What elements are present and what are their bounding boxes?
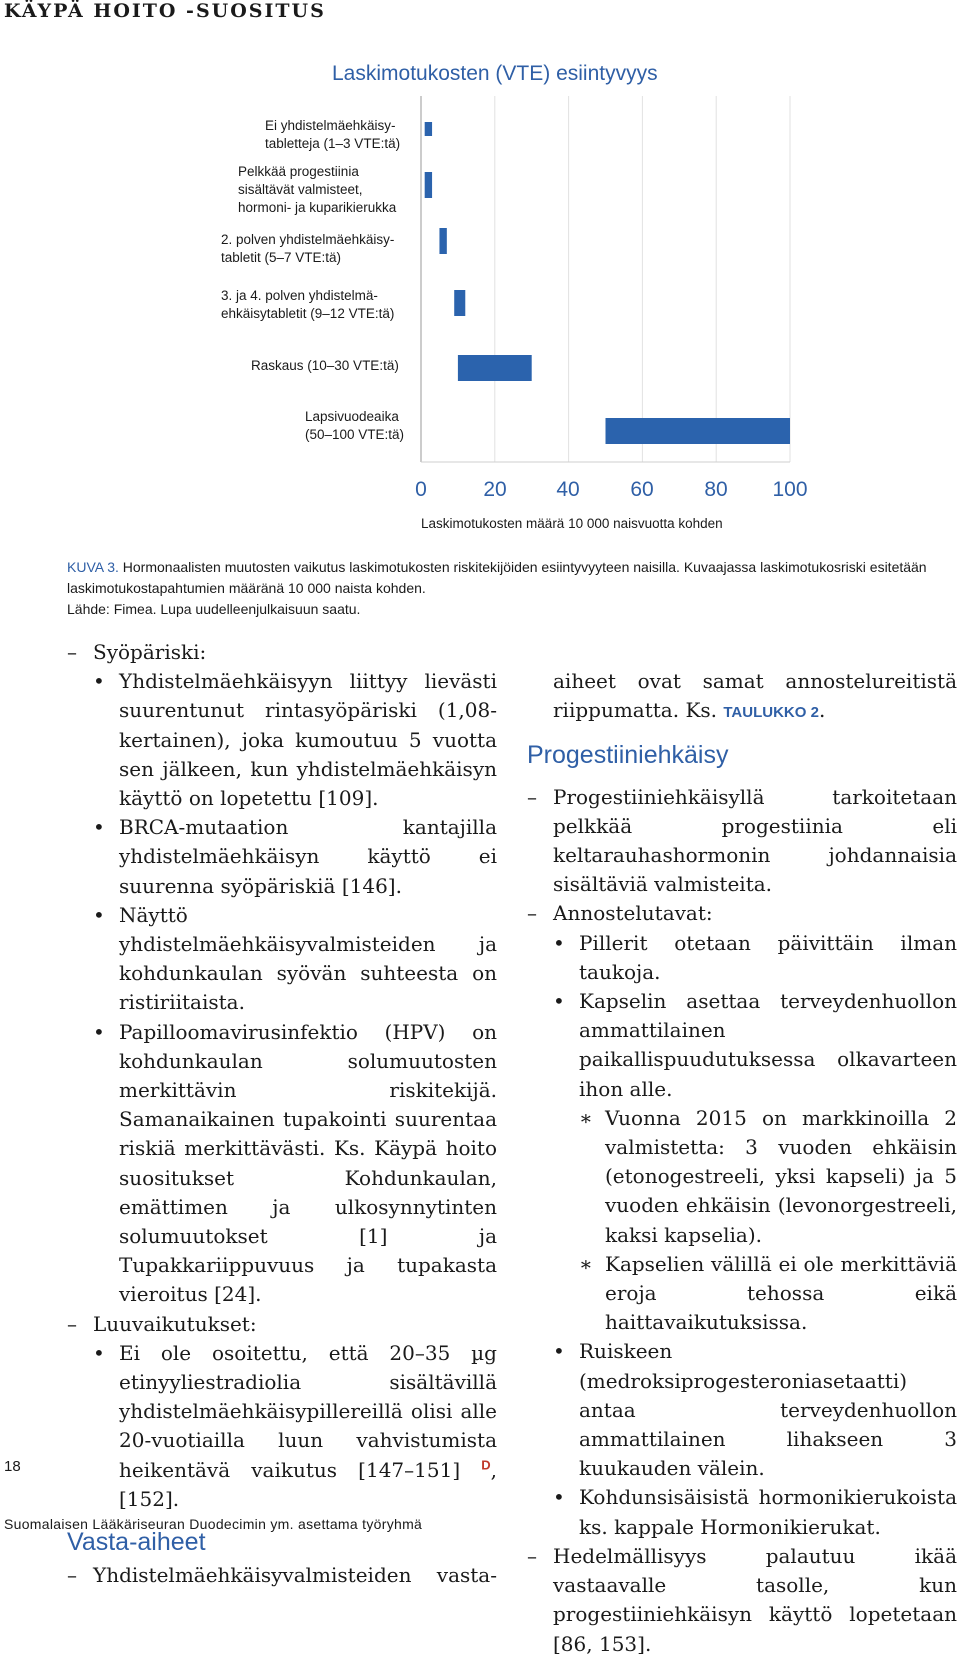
list-text: Progestiiniehkäisyllä tarkoitetaan pelkkää progestiinia eli keltarauhashormonin johdannaisia sisältäviä valmisteita. [553,784,957,897]
chart-plot [0,0,960,560]
asterisk-marker: ∗ [579,1251,593,1276]
list-item [67,1561,497,1590]
right-column [527,667,957,1659]
list-item [67,901,497,1018]
list-text: Ruiskeen (medroksiprogesteroniasetaatti) antaa terveydenhuollon ammattilainen lihakseen 3 kuukauden välein. [579,1339,957,1481]
list-item [527,1337,957,1483]
x-axis-label: Laskimotukosten määrä 10 000 naisvuotta kohden [421,516,723,531]
evidence-level-badge[interactable]: D [481,1457,491,1473]
dash-marker: – [527,901,537,926]
range-bar [606,418,791,444]
range-bar [425,172,432,198]
x-tick-label: 100 [772,478,808,501]
bullet-marker: • [93,669,105,694]
section-heading-progestiini: Progestiiniehkäisy [527,741,729,770]
list-text: , [152]. [119,1457,497,1511]
x-tick-label: 80 [704,478,728,501]
dash-marker: – [527,1543,537,1568]
range-bar [425,122,432,136]
figure-caption [67,557,957,620]
x-tick-label: 60 [630,478,654,501]
list-item [527,899,957,928]
category-label: Lapsivuodeaika (50–100 VTE:tä) [305,409,405,442]
list-text: Vuonna 2015 on markkinoilla 2 valmistetta: 3 vuoden ehkäisin (etonogestreeli, yksi kapseli) ja 5 vuoden ehkäisin (levonorgestreeli, kaksi kapselia). [605,1105,957,1247]
caption-text: Hormonaalisten muutosten vaikutus laskimotukosten riskitekijöiden esiintyvyyteen naisilla. Kuvaajassa laskimotukosriski esitetään laskimotukostapahtumien määränä 10 000 naista kohden. [67,559,927,596]
category-label: 2. polven yhdistelmäehkäisy- tabletit (5–7 VTE:tä) [221,232,395,265]
dash-marker: – [67,1311,77,1336]
x-tick-label: 0 [415,478,427,501]
list-item [527,1542,957,1659]
list-item [527,783,957,900]
list-item [67,638,497,667]
bullet-marker: • [93,815,105,840]
table-link[interactable]: TAULUKKO 2 [723,704,819,722]
list-text: Hedelmällisyys palautuu ikää vastaavalle tasolle, kun progestiiniehkäisyn käyttö lopetetaan [86, 153]. [553,1543,957,1656]
x-tick-label: 40 [556,478,580,501]
range-bar [458,355,532,381]
asterisk-marker: ∗ [579,1105,593,1130]
list-text: Näyttö yhdistelmäehkäisyvalmisteiden ja kohdunkaulan syövän suhteesta on ristiriitaista. [119,902,497,1015]
list-item [67,1339,497,1514]
list-text: BRCA-mutaation kantajilla yhdistelmäehkäisyn käyttö ei suurenna syöpäriskiä [146]. [119,815,497,898]
page-footer: Suomalaisen Lääkäriseuran Duodecimin ym. asettama työryhmä [4,1516,423,1532]
list-item [67,1018,497,1310]
list-text: . [818,698,826,723]
continuation-text [527,667,957,727]
category-label: Raskaus (10–30 VTE:tä) [251,358,399,373]
list-item [527,987,957,1104]
list-text: Kapselien välillä ei ole merkittäviä eroja tehossa eikä haittavaikutuksissa. [605,1251,957,1335]
section-heading-vasta-aiheet: Vasta-aiheet [67,1528,206,1557]
bullet-marker: • [553,1339,565,1364]
page-number: 18 [4,1458,21,1475]
list-text: Ei ole osoitettu, että 20–35 µg etinyyliestradiolia sisältävillä yhdistelmäehkäisypillereillä olisi alle 20-vuotiailla luun vahvistumista heikentävä vaikutus [147–151] [119,1340,497,1482]
list-text: aiheet ovat samat annostelureitistä riippumatta. Ks. [553,669,957,723]
category-label: Ei yhdistelmäehkäisy- tabletteja (1–3 VTE:tä) [265,118,401,151]
bullet-marker: • [553,930,565,955]
caption-source: Lähde: Fimea. Lupa uudelleenjulkaisuun saatu. [67,601,361,617]
list-heading: Luuvaikutukset: [93,1311,257,1336]
caption-label: KUVA 3. [67,559,119,575]
list-text: Kohdunsisäisistä hormonikierukoista ks. kappale Hormonikierukat. [579,1485,957,1539]
list-text: Papilloomavirusinfektio (HPV) on kohdunkaulan solumuutosten merkittävin riskitekijä. Samanaikainen tupakointi suurentaa riskiä merkittävästi. Ks. Käypä hoito suositukset Kohdunkaulan, emättimen ja ulkosynnytinten solumuutokset [1] ja Tupakkariippuvuus ja tupakasta vieroitus [24]. [119,1019,497,1307]
list-item [67,1310,497,1339]
list-text: Yhdistelmäehkäisyvalmisteiden vasta- [93,1563,497,1588]
list-text: Kapselin asettaa terveydenhuollon ammattilainen paikallispuudutuksessa olkavarteen ihon alle. [579,989,957,1101]
list-heading: Syöpäriski: [93,640,207,664]
list-heading: Annostelutavat: [553,901,713,926]
page-header: KÄYPÄ HOITO -SUOSITUS [4,0,326,22]
list-text: Pillerit otetaan päivittäin ilman taukoja. [579,930,957,984]
x-tick-label: 20 [483,478,507,501]
left-column [67,638,497,1591]
bullet-marker: • [553,989,565,1014]
list-item [527,1104,957,1250]
bullet-marker: • [553,1485,565,1510]
range-bar [454,290,465,316]
category-label: Pelkkää progestiinia sisältävät valmisteet, hormoni- ja kuparikierukka [238,164,397,215]
bullet-marker: • [93,1340,105,1365]
range-bar [439,228,446,254]
list-item [67,667,497,813]
list-text: Yhdistelmäehkäisyyn liittyy lievästi suurentunut rintasyöpäriski (1,08-kertainen), joka kumoutuu 5 vuotta sen jälkeen, kun yhdistelmäehkäisyn käyttö on lopetettu [109]. [119,669,497,811]
list-item [527,1250,957,1338]
list-item [527,1483,957,1541]
chart-title: Laskimotukosten (VTE) esiintyvyys [332,62,658,85]
bullet-marker: • [93,902,105,927]
dash-marker: – [67,1563,77,1588]
list-item [67,813,497,901]
category-label: 3. ja 4. polven yhdistelmä- ehkäisytabletit (9–12 VTE:tä) [221,288,395,321]
dash-marker: – [67,640,77,664]
list-item [527,929,957,987]
bullet-marker: • [93,1019,105,1044]
dash-marker: – [527,784,537,809]
